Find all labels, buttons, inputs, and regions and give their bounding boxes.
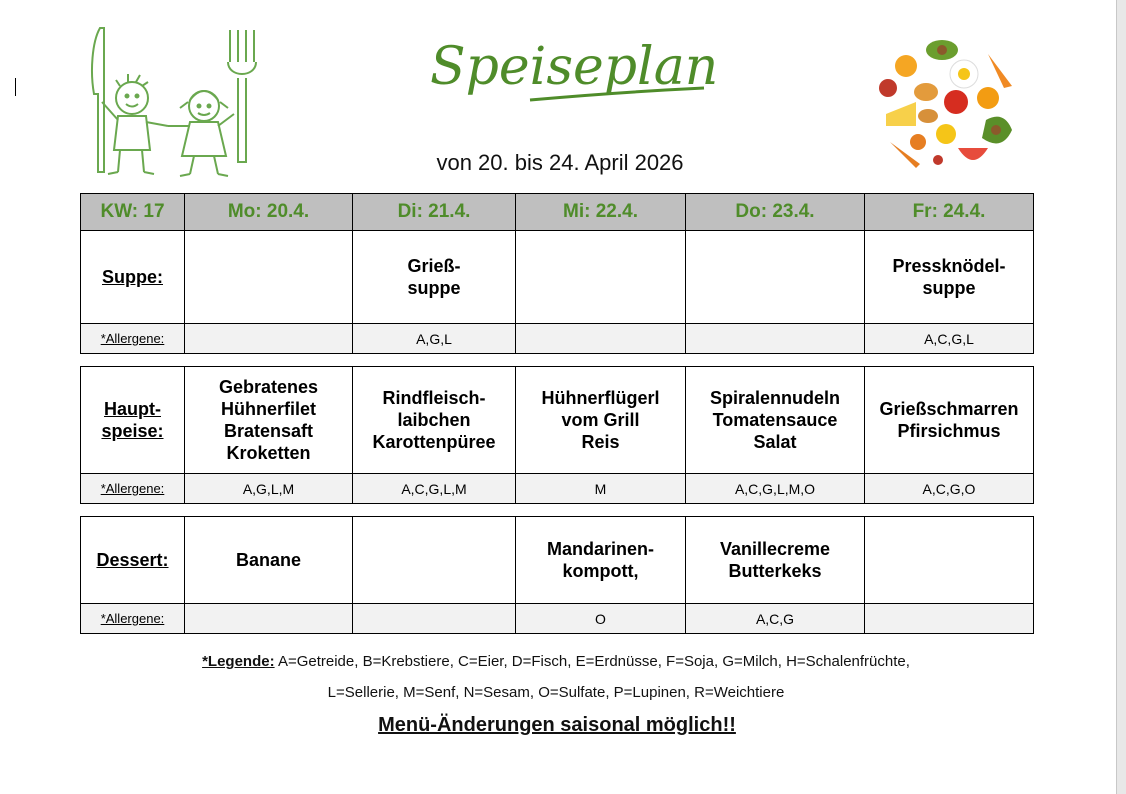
menu-table-main xyxy=(80,366,1034,504)
soup-monday xyxy=(185,231,353,324)
legend-line-2: L=Sellerie, M=Senf, N=Sesam, O=Sulfate, P=Lupinen, R=Weichtiere xyxy=(327,684,785,701)
legend-line-1 xyxy=(80,653,1032,670)
soup-allergens-tuesday: A,G,L xyxy=(353,324,516,354)
legend-text-1: A=Getreide, B=Krebstiere, C=Eier, D=Fisch, E=Erdnüsse, F=Soja, G=Milch, H=Schalenfrüchte, xyxy=(277,653,910,670)
dessert-allergens-wednesday: O xyxy=(516,604,686,634)
main-wednesday: Hühnerflügerl vom Grill Reis xyxy=(516,367,686,474)
main-allergens-monday: A,G,L,M xyxy=(185,474,353,504)
legend-label: *Legende: xyxy=(202,653,275,670)
dessert-monday: Banane xyxy=(185,517,353,604)
main-allergens-wednesday: M xyxy=(516,474,686,504)
menu-table-header xyxy=(80,193,1034,354)
text-cursor xyxy=(15,78,16,96)
soup-label: Suppe: xyxy=(81,231,185,324)
main-course-label: Haupt- speise: xyxy=(81,367,185,474)
main-allergens-tuesday: A,C,G,L,M xyxy=(353,474,516,504)
seasonal-change-note: Menü-Änderungen saisonal möglich!! xyxy=(378,714,736,736)
date-range: von 20. bis 24. April 2026 xyxy=(436,150,684,175)
title xyxy=(420,22,720,112)
day-header-tuesday: Di: 21.4. xyxy=(353,194,516,231)
soup-allergens-friday: A,C,G,L xyxy=(865,324,1034,354)
main-allergens-thursday: A,C,G,L,M,O xyxy=(686,474,865,504)
allergen-label: *Allergene: xyxy=(81,324,185,354)
allergen-label: *Allergene: xyxy=(81,474,185,504)
main-tuesday: Rindfleisch- laibchen Karottenpüree xyxy=(353,367,516,474)
week-number: KW: 17 xyxy=(81,194,185,231)
allergen-label: *Allergene: xyxy=(81,604,185,634)
main-thursday: Spiralennudeln Tomatensauce Salat xyxy=(686,367,865,474)
day-header-friday: Fr: 24.4. xyxy=(865,194,1034,231)
day-header-monday: Mo: 20.4. xyxy=(185,194,353,231)
soup-thursday xyxy=(686,231,865,324)
dessert-wednesday: Mandarinen- kompott, xyxy=(516,517,686,604)
soup-tuesday: Grieß- suppe xyxy=(353,231,516,324)
dessert-tuesday xyxy=(353,517,516,604)
day-header-wednesday: Mi: 22.4. xyxy=(516,194,686,231)
soup-allergens-monday xyxy=(185,324,353,354)
soup-friday: Pressknödel- suppe xyxy=(865,231,1034,324)
kids-with-cutlery-illustration xyxy=(80,22,270,180)
main-friday: Grießschmarren Pfirsichmus xyxy=(865,367,1034,474)
soup-wednesday xyxy=(516,231,686,324)
dessert-friday xyxy=(865,517,1034,604)
dessert-allergens-monday xyxy=(185,604,353,634)
dessert-allergens-thursday: A,C,G xyxy=(686,604,865,634)
soup-allergens-wednesday xyxy=(516,324,686,354)
dessert-label: Dessert: xyxy=(81,517,185,604)
dessert-allergens-tuesday xyxy=(353,604,516,634)
main-monday: Gebratenes Hühnerfilet Bratensaft Kroketten xyxy=(185,367,353,474)
dessert-thursday: Vanillecreme Butterkeks xyxy=(686,517,865,604)
soup-allergens-thursday xyxy=(686,324,865,354)
menu-table-dessert xyxy=(80,516,1034,634)
fruit-vegetable-circle-illustration xyxy=(876,36,1022,170)
dessert-allergens-friday xyxy=(865,604,1034,634)
main-allergens-friday: A,C,G,O xyxy=(865,474,1034,504)
day-header-thursday: Do: 23.4. xyxy=(686,194,865,231)
svg-text:Speiseplan: Speiseplan xyxy=(430,37,719,97)
